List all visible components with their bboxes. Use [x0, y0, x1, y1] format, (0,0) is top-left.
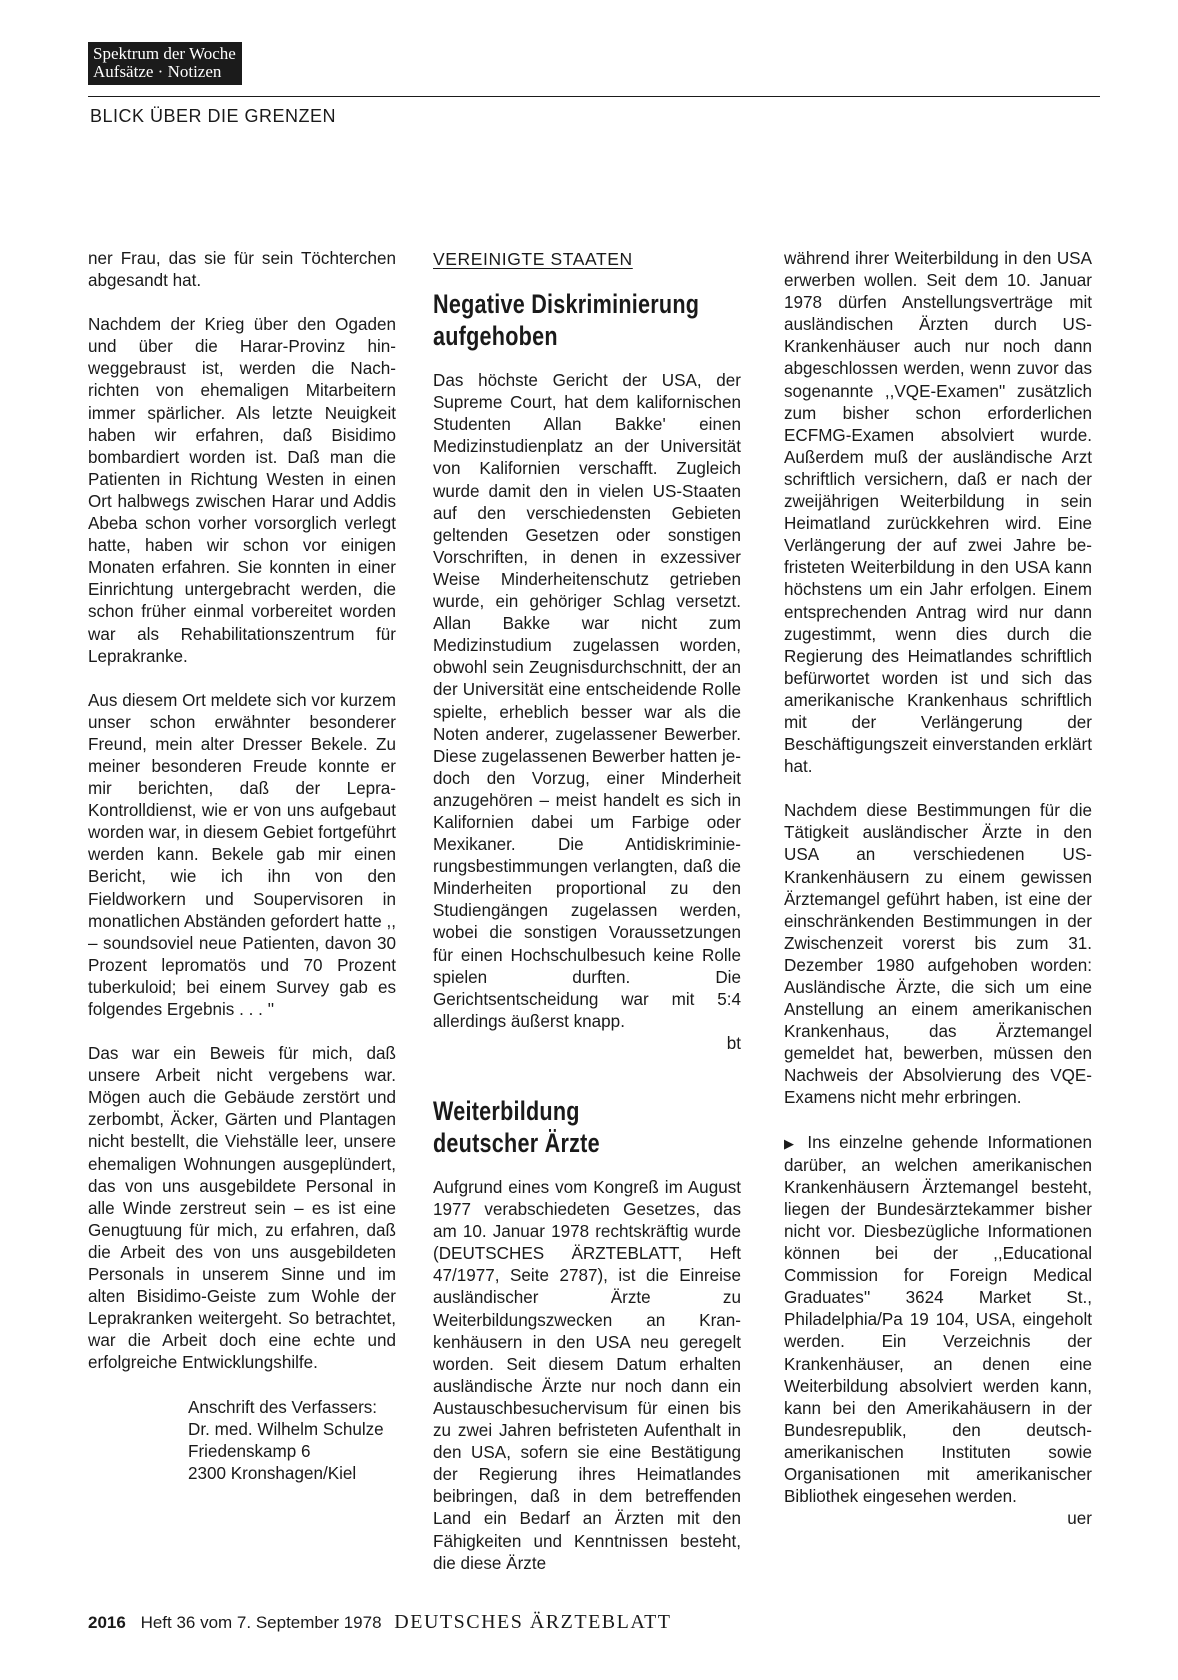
section-header-box [88, 42, 242, 85]
paragraph: ner Frau, das sie für sein Töchterchen abgesandt hat. [88, 249, 396, 291]
headline-line: Weiterbildung [433, 1096, 580, 1126]
column-2 [433, 248, 741, 1575]
author-address [188, 1397, 396, 1485]
page-footer [88, 1611, 672, 1634]
article-body: Das höchste Gericht der USA, der Supreme Court, hat dem kalifornischen Studenten Allan Bakke' einen Medizinstudienplatz an der Universität von Kalifornien verschafft. Zugleich wurde damit den in vielen US-Staaten auf den verschiedensten Gebieten geltenden Gesetzen oder sonstigen Vorschriften, in denen in exzessiver Weise Minderheitenschutz getrieben wurde, ein gehöriger Schlag versetzt. Allan Bakke war nicht zum Medizinstudium zugelassen worden, obwohl sein Zeugnisdurchschnitt, der an der Universität eine entscheidende Rolle spielte, erheblich besser war als die Noten anderer, zugelassener Bewerber. Diese zugelassenen Bewerber hatten jedoch den Vorzug, einer Minderheit anzugehören – meist handelt es sich in Kalifornien dabei um Farbige oder Mexikaner. Die Antidiskriminierungsbestimmungen verlangten, daß die Minderheiten proportional zu den Studiengängen zugelassen werden, wobei die sonstigen Voraussetzungen für einen Hochschulbesuch keine Rolle spielen durften. Die Gerichtsentscheidung war mit 5:4 allerdings äußerst knapp. [433, 371, 741, 1031]
column-1 [88, 248, 396, 1485]
paragraph: während ihrer Weiterbildung in den USA erwerben wollen. Seit dem 10. Januar 1978 dürfen Anstellungsverträge mit ausländischen Ärzten durch US-Krankenhäuser auch nur noch dann abgeschlossen werden, wenn zuvor das sogenannte ,,VQE-Examen'' zusätzlich zum bisher schon erforderlichen ECFMG-Examen absolviert wurde. Außerdem muß der ausländische Arzt schriftlich versichern, daß er nach der zweijährigen Weiterbildung in sein Heimatland zurückkehren wird. Eine Verlängerung der auf zwei Jahre befristeten Weiterbildung in den USA kann höchstens um ein Jahr erfolgen. Einem entsprechenden Antrag wird nur dann zugestimmt, wenn dies durch die Regierung des Heimatlandes schriftlich befürwortet worden ist und sich das amerikanische Krankenhaus schriftlich mit der Verlängerung der Beschäftigungszeit einverstanden erklärt hat. [784, 249, 1092, 777]
headline-line: aufgehoben [433, 321, 558, 352]
article-body: Aufgrund eines vom Kongreß im August 1977 verabschiedeten Gesetzes, das am 10. Januar 1978 rechtskräftig wurde (DEUTSCHES ÄRZTEBLATT, Heft 47/1977, Seite 2787), ist die Einreise ausländischer Ärzte zu Weiterbildungszwecken an Krankenhäusern in den USA neu geregelt worden. Seit diesem Datum erhalten ausländische Ärzte nur noch dann ein Austauschbesuchervisum für einen bis zu zwei Jahren befristeten Aufenthalt in den USA, sofern sie eine Bestätigung der Regierung ihres Heimatlandes beibringen, daß in dem betreffenden Land ein Bedarf an Ärzten mit den Fähigkeiten und Kenntnissen besteht, die diese Ärzte [433, 1178, 741, 1573]
section-label: VEREINIGTE STAATEN [433, 249, 633, 269]
paragraph-info [784, 1132, 1092, 1509]
paragraph: Das war ein Beweis für mich, daß unsere Arbeit nicht vergebens war. Mögen auch die Gebäude zerstört und zerbombt, Äcker, Gärten und Plantagen nicht bestellt, die Viehställe leer, unsere ehemaligen Wohnungen ausgeplündert, das von uns ausgebildete Personal in alle Winde zerstreut sein – es ist eine Genugtuung für mich, zu erfahren, daß die Arbeit des von uns ausgebildeten Personals in unserem Sinne und im alten Bisidimo-Geiste zum Wohle der Leprakranken weitergeht. So betrachtet, war die Arbeit doch eine echte und erfolgreiche Entwicklungshilfe. [88, 1044, 396, 1373]
paragraph: Nachdem diese Bestimmungen für die Tätigkeit ausländischer Ärzte in den USA an verschiedenen US-Krankenhäusern zu einem gewissen Ärztemangel geführt haben, ist eine der einschränkenden Bestimmungen in der Zwischenzeit vorerst bis zum 31. Dezember 1980 aufgehoben worden: Ausländische Ärzte, die sich um eine Anstellung an einem amerikanischen Krankenhaus, das Ärztemangel gemeldet hat, bewerben, müssen den Nachweis der Absolvierung des VQE-Examens nicht mehr erbringen. [784, 801, 1092, 1108]
header-line-1: Spektrum der Woche [93, 44, 236, 63]
address-line: Friedenskamp 6 [188, 1441, 311, 1461]
arrow-icon: ▶ [784, 1135, 799, 1151]
address-line: Anschrift des Verfassers: [188, 1397, 378, 1417]
issue-info: Heft 36 vom 7. September 1978 [140, 1613, 382, 1632]
header-divider [88, 96, 1100, 97]
author-sign: bt [726, 1033, 741, 1053]
headline-line: deutscher Ärzte [433, 1128, 600, 1158]
section-kicker: BLICK ÜBER DIE GRENZEN [90, 106, 337, 126]
header-line-2: Aufsätze · Notizen [93, 62, 222, 81]
headline-negative-diskriminierung [433, 288, 737, 352]
address-line: Dr. med. Wilhelm Schulze [188, 1419, 384, 1439]
address-line: 2300 Kronshagen/Kiel [188, 1463, 357, 1483]
journal-name: DEUTSCHES ÄRZTEBLATT [394, 1611, 672, 1633]
headline-weiterbildung [433, 1095, 737, 1159]
paragraph-text: Ins einzelne gehende Informationen darüber, an welchen amerikanischen Krankenhäusern Ärztemangel besteht, liegen der Bundesärztekammer bisher nicht vor. Diesbezügliche Informationen können bei der ,,Educational Commission for Foreign Medical Graduates'' 3624 Market St., Philadelphia/Pa 19 104, USA, eingeholt werden. Ein Verzeichnis der Krankenhäuser, an denen eine Weiterbildung absolviert werden kann, kann bei den Amerikahäusern in der Bundesrepublik, den deutsch-amerikanischen Instituten sowie Organisationen mit amerikanischer Bibliothek eingesehen werden. [784, 1132, 1093, 1507]
paragraph: Nachdem der Krieg über den Ogaden und über die Harar-Provinz hinweggebraust ist, werden die Nachrichten von ehemaligen Mitarbeitern immer spärlicher. Als letzte Neuigkeit haben wir erfahren, daß Bisidimo bombardiert worden ist. Daß man die Patienten in Richtung Westen in einen Ort halbwegs zwischen Harar und Addis Abeba schon vorher vorsorglich verlegt hatte, haben wir schon vor einigen Monaten erfahren. Sie konnten in einer Einrichtung untergebracht werden, die schon früher einmal vorbereitet worden war als Rehabilitationszentrum für Leprakranke. [88, 315, 396, 666]
headline-line: Negative Diskriminierung [433, 289, 700, 320]
column-3 [784, 248, 1092, 1530]
author-sign: uer [1067, 1509, 1092, 1529]
page-number: 2016 [88, 1613, 126, 1632]
paragraph: Aus diesem Ort meldete sich vor kurzem unser schon erwähnter besonderer Freund, mein alter Dresser Bekele. Zu meiner besonderen Freude konnte er mir berichten, daß der Lepra-Kontrolldienst, wie er von uns aufgebaut worden war, in diesem Gebiet fortgeführt werden kann. Bekele gab mir einen Bericht, wie ich ihn von den Fieldworkern und Soupervisoren in monatlichen Abständen gefordert hatte ,, – soundsoviel neue Patienten, davon 30 Prozent lepromatös und 70 Prozent tuberkuloid; bei einem Survey gab es folgendes Ergebnis . . . '' [88, 690, 396, 1019]
